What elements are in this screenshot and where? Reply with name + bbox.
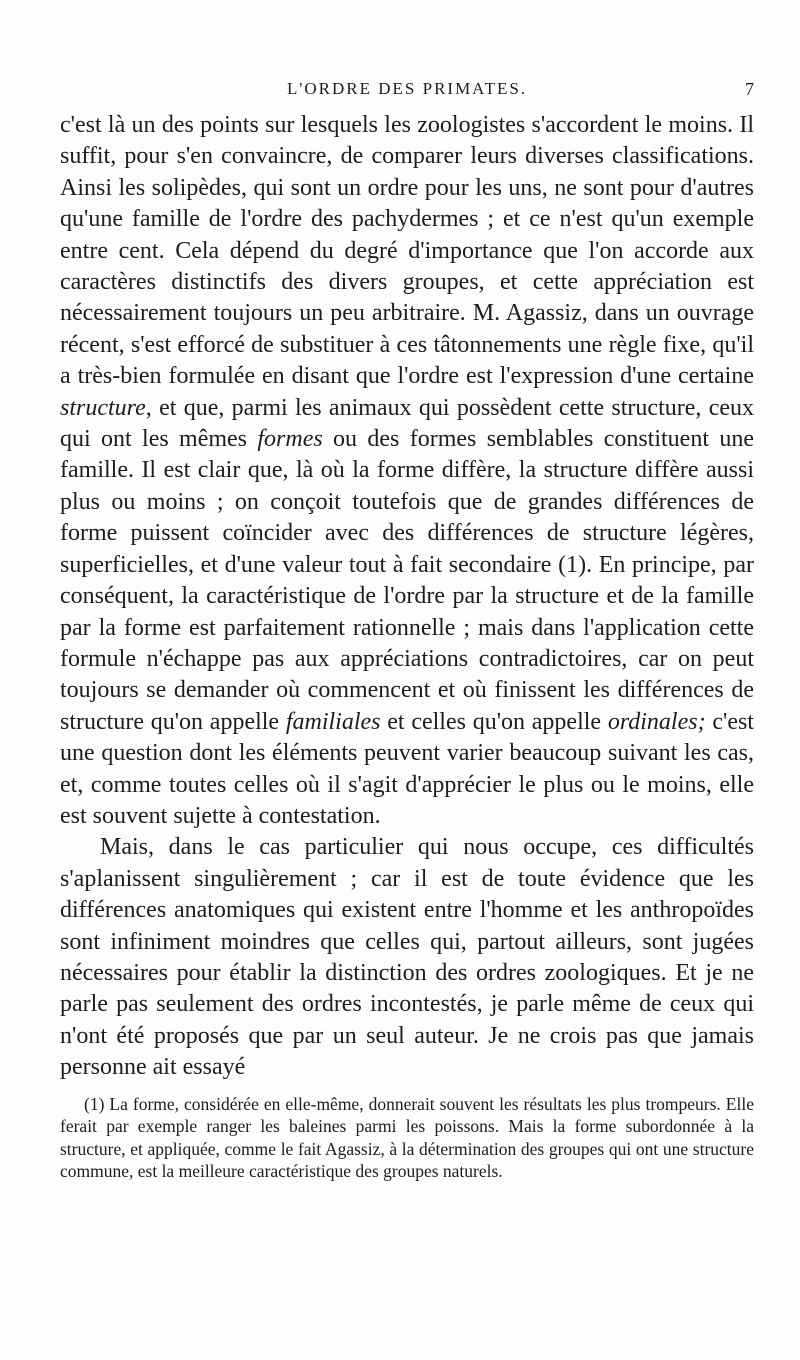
paragraph-1-part-3: ou des formes semblables constituent une famille. Il est clair que, là où la forme diffère, la structure diffère aussi plus ou moins ; on conçoit toutefois que de grandes différences de forme puissent coïncider avec des différences de structure légères, superficielles, et d'une valeur tout à fait secondaire (1). En principe, par conséquent, la caractéristique de l'ordre par la structure et de la famille par la forme est parfaitement rationnelle ; mais dans l'application cette formule n'échappe pas aux appréciations contradictoires, car on peut toujours se demander où commencent et où finissent les différences de structure qu'on appelle (60, 426, 755, 735)
paragraph-1 (60, 110, 754, 832)
running-title: L'ORDRE DES PRIMATES. (286, 79, 528, 98)
paragraph-1-part-2: , et que, parmi les animaux qui possèdent cette structure, ceux qui ont les mêmes (60, 394, 754, 453)
emphasis-structure: structure (60, 394, 146, 421)
paragraph-1-part-5: c'est une question dont les éléments peuvent varier beaucoup suivant les cas, et, comme toutes celles où il s'agit d'apprécier le plus ou le moins, elle est souvent sujette à contestation. (60, 708, 754, 829)
emphasis-ordinales: ordinales; (607, 708, 706, 735)
paragraph-2: Mais, dans le cas particulier qui nous occupe, ces difficultés s'aplanissent singulièrement ; car il est de toute évidence que les différences anatomiques qui existent entre l'homme et les anthropoïdes sont infiniment moindres que celles qui, partout ailleurs, sont jugées nécessaires pour établir la distinction des ordres zoologiques. Et je ne parle pas seulement des ordres incontestés, je parle même de ceux qui n'ont été proposés que par un seul auteur. Je ne crois pas que jamais personne ait essayé (60, 834, 754, 1081)
page-number: 7 (745, 79, 754, 99)
paragraph-1-part-1: c'est là un des points sur lesquels les zoologistes s'accordent le moins. Il suffit, pour s'en convaincre, de comparer leurs diverses classifications. Ainsi les solipèdes, qui sont un ordre pour les uns, ne sont pour d'autres qu'une famille de l'ordre des pachydermes ; et ce n'est qu'un exemple entre cent. Cela dépend du degré d'importance que l'on accorde aux caractères distinctifs des divers groupes, et cette appréciation est nécessairement toujours un peu arbitraire. M. Agassiz, dans un ouvrage récent, s'est efforcé de substituer à ces tâtonnements une règle fixe, qu'il a très-bien formulée en disant que l'ordre est l'expression d'une certaine (60, 112, 754, 390)
running-head (60, 74, 754, 104)
paragraph-1-part-4: et celles qu'on appelle (380, 708, 608, 735)
body-text (60, 110, 754, 1084)
emphasis-formes: formes (257, 426, 323, 453)
footnote: (1) La forme, considérée en elle-même, donnerait souvent les résultats les plus trompeurs. Elle ferait par exemple ranger les baleines parmi les poissons. Mais la forme subordonnée à la structure, et appliquée, comme le fait Agassiz, à la détermination des groupes qui ont une structure commune, est la meilleure caractéristique des groupes naturels. (60, 1094, 754, 1182)
emphasis-familiales: familiales (285, 708, 381, 735)
